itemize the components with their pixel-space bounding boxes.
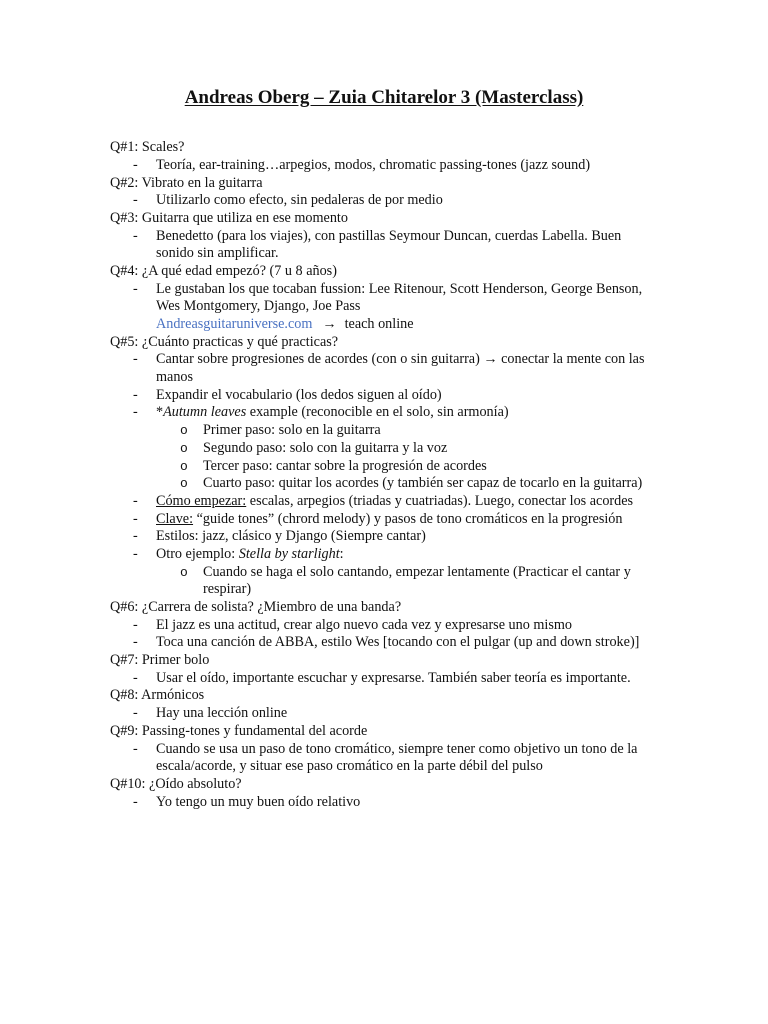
question-label: Q#2: Vibrato en la guitarra	[110, 174, 263, 191]
arrow-symbol: →	[322, 316, 337, 333]
answer-text: - Le gustaban los que tocaban fussion: Lee Ritenour, Scott Henderson, George Benson,	[156, 280, 643, 297]
answer-text: - Cuando se usa un paso de tono cromático, siempre tener como objetivo un tono de la	[156, 740, 638, 757]
question-label: Q#4: ¿A qué edad empezó? (7 u 8 años)	[110, 262, 337, 279]
question-label: Q#9: Passing-tones y fundamental del acorde	[110, 722, 368, 739]
sub-bullet-text: o Cuando se haga el solo cantando, empezar lentamente (Practicar el cantar y	[203, 563, 631, 580]
answer-bullet	[110, 192, 730, 210]
question-block-9	[110, 723, 730, 776]
answer-line	[156, 546, 730, 564]
answer-bullet	[110, 741, 730, 776]
answer-text: “guide tones” (chrord melody) y pasos de tono cromáticos en la progresión	[193, 510, 623, 527]
underlined-label: Cómo empezar:	[156, 492, 247, 509]
answer-text: - Utilizarlo como efecto, sin pedaleras de por medio	[156, 192, 443, 209]
answer-text: - Hay una lección online	[156, 705, 288, 722]
question-block-10	[110, 776, 730, 811]
question-block-4	[110, 263, 730, 334]
answer-text: Wes Montgomery, Django, Joe Pass	[156, 298, 361, 315]
answer-bullet	[110, 228, 730, 263]
answer-text: Otro ejemplo:	[156, 545, 239, 562]
answer-text: example (reconocible en el solo, sin armonía)	[246, 404, 509, 421]
sub-bullet-text: respirar)	[203, 581, 252, 598]
song-title: Stella by starlight	[238, 545, 340, 562]
answer-bullet	[110, 281, 730, 334]
answer-bullet	[110, 617, 730, 635]
answer-bullet	[110, 670, 730, 688]
question-label: Q#6: ¿Carrera de solista? ¿Miembro de una banda?	[110, 599, 402, 616]
sub-bullet	[110, 458, 730, 476]
question-label: Q#10: ¿Oído absoluto?	[110, 775, 242, 792]
question-block-7	[110, 652, 730, 687]
asterisk-prefix: *	[156, 404, 164, 421]
answer-bullet	[110, 157, 730, 175]
song-title: Autumn leaves	[163, 404, 247, 421]
question-label: Q#1: Scales?	[110, 139, 185, 156]
question-block-8	[110, 687, 730, 722]
question-label: Q#3: Guitarra que utiliza en ese momento	[110, 209, 348, 226]
answer-line	[156, 511, 730, 529]
question-block-5	[110, 334, 730, 599]
question-block-1	[110, 139, 730, 174]
question-block-6	[110, 599, 730, 652]
answer-text: - Benedetto (para los viajes), con pastillas Seymour Duncan, cuerdas Labella. Buen	[156, 227, 622, 244]
answer-text: - El jazz es una actitud, crear algo nuevo cada vez y expresarse uno mismo	[156, 616, 572, 633]
answer-text: escalas, arpegios (triadas y cuatriadas). Luego, conectar los acordes	[246, 492, 634, 509]
link-line	[156, 316, 730, 334]
answer-bullet	[110, 511, 730, 529]
answer-bullet	[110, 705, 730, 723]
link-suffix: teach online	[344, 316, 414, 333]
answer-suffix: :	[339, 545, 344, 562]
sub-bullet-text: o Segundo paso: solo con la guitarra y la voz	[203, 439, 448, 456]
answer-bullet	[110, 528, 730, 546]
question-label: Q#5: ¿Cuánto practicas y qué practicas?	[110, 333, 339, 350]
sub-bullet-text: o Primer paso: solo en la guitarra	[203, 422, 381, 439]
document-title: Andreas Oberg – Zuia Chitarelor 3 (Masterclass)	[184, 87, 584, 108]
website-link[interactable]: Andreasguitaruniverse.com	[156, 316, 313, 333]
question-block-3	[110, 210, 730, 263]
answer-text: manos	[156, 369, 194, 386]
answer-bullet	[110, 794, 730, 812]
question-label: Q#7: Primer bolo	[110, 652, 210, 669]
answer-line	[156, 493, 730, 511]
sub-bullet-text: o Cuarto paso: quitar los acordes (y también ser capaz de tocarlo en la guitarra)	[203, 475, 643, 492]
sub-bullet	[110, 475, 730, 493]
answer-text: - Expandir el vocabulario (los dedos siguen al oído)	[156, 386, 442, 403]
sub-bullet-text: o Tercer paso: cantar sobre la progresión de acordes	[203, 457, 487, 474]
answer-text: - Estilos: jazz, clásico y Django (Siempre cantar)	[156, 528, 426, 545]
answer-bullet	[110, 387, 730, 405]
answer-bullet	[110, 634, 730, 652]
answer-bullet	[110, 404, 730, 422]
answer-line	[156, 404, 730, 422]
sub-bullet	[110, 440, 730, 458]
answer-bullet	[110, 493, 730, 511]
question-label: Q#8: Armónicos	[110, 687, 205, 704]
answer-bullet	[110, 351, 730, 386]
sub-bullet	[110, 422, 730, 440]
sub-bullet	[110, 564, 730, 599]
answer-text: sonido sin amplificar.	[156, 245, 279, 262]
document-body	[110, 139, 730, 811]
answer-bullet	[110, 546, 730, 564]
answer-text: escala/acorde, y situar ese paso cromático en la parte débil del pulso	[156, 758, 543, 775]
answer-text: - Toca una canción de ABBA, estilo Wes [tocando con el pulgar (up and down stroke)]	[156, 634, 640, 651]
answer-text: - Yo tengo un muy buen oído relativo	[156, 793, 361, 810]
answer-text: - Cantar sobre progresiones de acordes (con o sin guitarra) → conectar la mente con las	[156, 351, 645, 368]
answer-text: - Usar el oído, importante escuchar y expresarse. También saber teoría es importante.	[156, 669, 631, 686]
answer-text: - Teoría, ear-training…arpegios, modos, chromatic passing-tones (jazz sound)	[156, 156, 591, 173]
question-block-2	[110, 175, 730, 210]
underlined-label: Clave:	[156, 510, 194, 527]
